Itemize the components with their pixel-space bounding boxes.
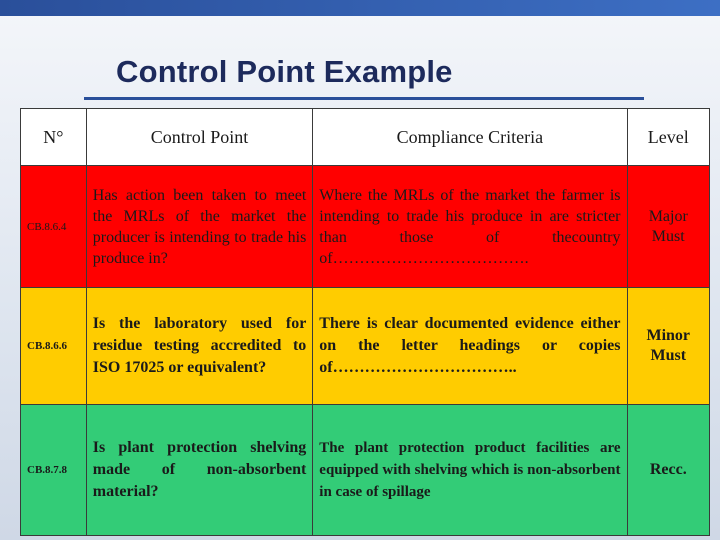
header-level: Level [627,109,709,166]
control-point-text: Is plant protection shelving made of non-absorbent material? [86,405,313,536]
control-point-text: Has action been taken to meet the MRLs of the market the producer is intending to trade his produce in? [86,166,313,288]
compliance-criteria-text: The plant protection product facilities are equipped with shelving which is non-absorbent in case of spillage [313,405,627,536]
compliance-criteria-text: Where the MRLs of the market the farmer is intending to trade his produce in are stricter than those of thecountry of………………………………. [313,166,627,288]
table-row [21,166,710,288]
row-number: CB.8.6.6 [21,288,87,405]
level-badge: Major Must [627,166,709,288]
slide-title: Control Point Example [116,54,453,89]
level-badge: Minor Must [627,288,709,405]
header-control-point: Control Point [86,109,313,166]
row-number: CB.8.7.8 [21,405,87,536]
title-underline [84,97,644,100]
level-badge: Recc. [627,405,709,536]
compliance-criteria-text: There is clear documented evidence either on the letter headings or copies of…………………………….. [313,288,627,405]
top-band [0,0,720,16]
control-point-text: Is the laboratory used for residue testing accredited to ISO 17025 or equivalent? [86,288,313,405]
header-compliance-criteria: Compliance Criteria [313,109,627,166]
control-point-table [20,108,710,536]
table-row [21,288,710,405]
row-number: CB.8.6.4 [21,166,87,288]
header-num: N° [21,109,87,166]
table-row [21,405,710,536]
table-header-row [21,109,710,166]
